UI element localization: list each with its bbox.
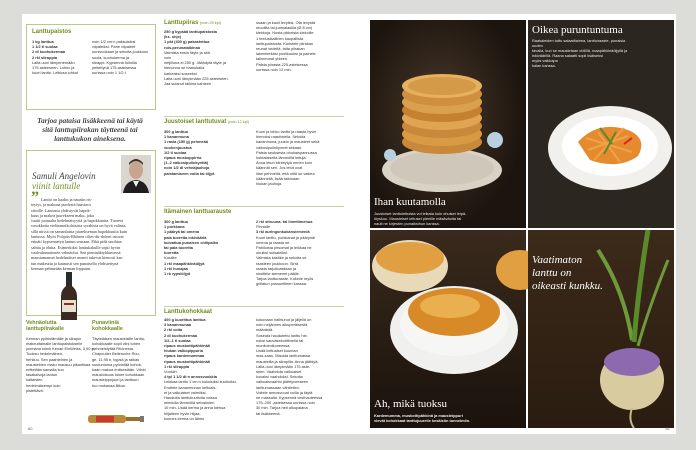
wine-text-line: pehmeistytää Rhônesta. bbox=[92, 346, 134, 352]
wine-1-text bbox=[26, 335, 95, 393]
turnip-photo bbox=[528, 230, 674, 428]
caption-line: kalan kanssa. bbox=[532, 63, 556, 68]
ingredient-line: 1 rkl hunajaa bbox=[164, 265, 188, 271]
ingredient-line: 1 pkt (400 g) pakastettua bbox=[164, 39, 210, 45]
beer-bottle-icon bbox=[88, 410, 144, 424]
souffle-caption-text bbox=[374, 413, 524, 423]
ingredient-line: 1 kananmuna bbox=[164, 134, 189, 140]
instruction-line: kovaksi vaahdoksi. Sekoita bbox=[256, 374, 303, 380]
wine-title-line: kohokkaalle bbox=[92, 326, 123, 333]
instruction-line: 175 asteeseen. Lohko ja bbox=[32, 65, 75, 71]
instruction-line: Laita uuni lämpimään 175 aste- bbox=[256, 363, 311, 369]
instruction-line: et ja valkuaiset valmiiksi. bbox=[164, 389, 207, 395]
instruction-line: voin bbox=[164, 55, 172, 61]
ingredient-line: 1/2 tl suolaa bbox=[164, 149, 187, 155]
instruction-line: Paista seoksesta ohukaispannussa bbox=[256, 149, 317, 155]
pancake-caption-text bbox=[374, 211, 524, 226]
instruction-line: Tarjoa lantturaaste. Kokeile myös bbox=[256, 276, 314, 282]
expert-text-line: vasokkeita etelärannikolaisista syrahista on hyvä valinta, bbox=[31, 223, 127, 229]
quote-mark-icon: ” bbox=[31, 189, 39, 206]
instruction-line: grillatun possunfileen kanssa. bbox=[256, 281, 308, 287]
ingredient-line: 1 kg lanttua bbox=[32, 39, 54, 44]
wine-bottle-icon bbox=[60, 272, 78, 320]
instruction-line: netjillona ei 250 g. Jäähdytä täyte ja bbox=[164, 60, 226, 66]
ingredient-line: 1 rasia (150 g) pehmeää bbox=[164, 139, 208, 145]
expert-portrait bbox=[121, 155, 151, 193]
page-number-right: 81 bbox=[665, 426, 670, 431]
ingredient-line: vuohenjuustoa bbox=[164, 144, 192, 150]
instruction-line: Soseuta haudutettu lanttu hie- bbox=[256, 332, 308, 338]
recipe-portion: (noin 12 kpl) bbox=[228, 120, 249, 124]
ingredient-line: paistamiseen voita tai öljyä bbox=[164, 170, 215, 176]
caption-line: Raakaleiden tuttu salaattiainea, lanttuiraaste, punaisia bbox=[532, 38, 626, 43]
expert-text-line: vaatii juomalta hedelmäisyyttä ja hapokkuutta. Tuoreet bbox=[31, 218, 124, 224]
wine-2 bbox=[92, 320, 154, 388]
kohokkaat-title: Lanttukohokkaat bbox=[164, 309, 213, 315]
wine-text-line: juomana toimii Kenari EinWeiss, 3,00 e. bbox=[26, 346, 95, 352]
instruction-line: siroittele siemenet päälle. bbox=[256, 271, 300, 277]
left-page bbox=[22, 14, 348, 434]
expert-text-line: erinäti kypsennetyn lantun seuraan. Eikä pidä unohtaa bbox=[31, 239, 122, 245]
turnip-illustration bbox=[528, 230, 674, 428]
instruction-line: uunissa noin 1 1/2 t. bbox=[92, 70, 127, 76]
ingredient-line: 1 rkl siirappia bbox=[164, 363, 190, 369]
ingredient-line: 3 rkl auringonkukansiemeniä bbox=[256, 229, 310, 235]
instruction-line: seen. Vaahdota valkuaiset bbox=[256, 369, 302, 375]
wine-text-line: erittelään samalla kun bbox=[26, 367, 64, 373]
expert-text bbox=[31, 197, 151, 271]
wine-title-line: lanttupiirakalle bbox=[26, 326, 65, 333]
wine-text-line: maustoisuus tukee kohokkaan bbox=[92, 372, 145, 378]
lanttupaistos-title: Lanttupaistos bbox=[32, 29, 72, 35]
lanttupiiras-col1 bbox=[164, 29, 250, 86]
quote-line: lanttukukon aineksena. bbox=[54, 134, 126, 143]
instruction-line: osaan ja kauli levyiksi. Ota levystä bbox=[256, 20, 316, 25]
ingredient-line: 300 g lanttua bbox=[164, 129, 188, 134]
instruction-line: kohtalaisella lämmöllä lettuja. bbox=[256, 155, 307, 161]
instruction-line: kuori lanttu. Leikkaa lohkot bbox=[32, 70, 79, 76]
instruction-line: uunivuokaan ja sekoita joukkoon bbox=[92, 49, 149, 55]
wine-text-line: suutuntuma pyöristää kohok- bbox=[92, 361, 142, 367]
lanttupiiras-col2 bbox=[256, 20, 344, 72]
instruction-line: Laita uuni lämpenemään bbox=[32, 59, 75, 65]
recipe-title-text: Juustoiset lanttutuvat bbox=[164, 119, 227, 125]
caption-line: Juustoiset lanttulettuista voi leikata kuin ohuiset leipä- bbox=[374, 211, 467, 216]
instruction-line: Leikkaa lanttu 1 cm:n kokoisiksi kuutioiksi. bbox=[164, 379, 237, 385]
souffle-photo bbox=[370, 230, 526, 428]
instruction-line: Lisää keltuaiset kuuman bbox=[256, 348, 298, 354]
instruction-line: lanttupaistosta. Koristele piirakan bbox=[256, 40, 314, 46]
instruction-line: ne massalla. Kypsennä vesihauteessa bbox=[256, 395, 323, 401]
instruction-line: valkosipulinkynnet sekaan. bbox=[256, 144, 303, 150]
instruction-line: valkuaisvaahto jäähtyneeseen bbox=[256, 379, 309, 385]
instruction-line: lakenteekäsi puolikuuksi ja painele bbox=[256, 51, 316, 57]
instruction-line: Anna letun kiinteytyä ennen kuin bbox=[256, 160, 313, 166]
expert-text-line: sillä niissä on samanlaista juurekseman hapokkuutta kuin bbox=[31, 228, 128, 234]
ingredient-line: (1–2 valkosipulinkynttä) bbox=[164, 160, 209, 166]
instruction-line: 175–200 -asteisessa uunissa noin bbox=[256, 400, 315, 406]
instruction-line: uunissa noin 12 min. bbox=[256, 66, 292, 72]
ingredient-line: 2 rkl siirappia bbox=[32, 54, 58, 60]
ingredient-line: (ks. ohje) bbox=[164, 34, 182, 40]
instruction-line: liian pehmeitä, että niitä on vaikea bbox=[256, 170, 315, 176]
instruction-line: mausteilla ja siirapilla. Anna jäähtyä. bbox=[256, 358, 319, 364]
instruction-line: 1 teelusikallinen kaupallista bbox=[256, 35, 304, 41]
instruction-line: peitettynä 175-asteisessa bbox=[92, 65, 137, 71]
ingredient-line: 1 1/2 tl suolaa bbox=[32, 44, 58, 50]
ingredient-line: 1 rk rypsiöljyä bbox=[164, 271, 191, 277]
expert-text-line: sahtia ja olutta. Esimerkiksi lanttukakulle sopii hyvin bbox=[31, 244, 121, 250]
pancake-caption-title: Ihan kuutamolla bbox=[374, 196, 446, 208]
instruction-line: noin 1/2 cm:n paksuisiksi bbox=[92, 39, 136, 44]
expert-text-line: kerman pehmeään kerman loppuun. bbox=[31, 265, 91, 271]
wine-text-line: Kerman pyöristämälle ja siirapin bbox=[26, 335, 82, 341]
caption-line: inkiväärillä. Raana salaatti sopii lisäiseksi bbox=[532, 53, 603, 58]
pancake-photo bbox=[370, 20, 526, 228]
instruction-line: raasta tarjoiluastiaan ja bbox=[256, 265, 297, 271]
instruction-line: kokonaan haihtunut ja jäljellä on bbox=[256, 317, 312, 322]
caption-line: nauti ne kirjesten punaiksihun kanssa. bbox=[374, 221, 440, 226]
instruction-line: hienonna se haarukalla bbox=[164, 65, 205, 71]
caption-line: myös vaikkapa bbox=[532, 58, 558, 63]
juustoiset-recipe bbox=[164, 116, 344, 187]
expert-name: Samuli Angelovin bbox=[32, 171, 96, 181]
wine-text-line: kaltaisten bbox=[26, 377, 43, 383]
itamainen-title: Itämainen lanttuarauste bbox=[164, 209, 232, 215]
instruction-line: 10 min. Lisää kerma ja anna kiehua bbox=[164, 405, 226, 411]
instruction-line: viipaleiksi. Pane viipaleet bbox=[92, 44, 136, 50]
recipe-title-text: Lanttupiiras bbox=[164, 20, 199, 26]
ingredient-line: 2 rkl voita bbox=[164, 327, 183, 333]
ingredient-line: ripaus muskottipähkinää bbox=[164, 343, 210, 349]
instruction-line: karkeaksi soseeksi. bbox=[164, 70, 198, 76]
expert-text-line: viinille. Lantussa yhdistyvät hapok- bbox=[31, 207, 92, 213]
ingredient-line: 1/2–1 tl suolaa bbox=[164, 337, 191, 343]
juustoiset-title bbox=[164, 119, 344, 125]
ingredient-line: 1 porkkana bbox=[164, 224, 185, 230]
wine-expert-box bbox=[26, 150, 156, 316]
juustoiset-col1 bbox=[164, 129, 250, 176]
wine-1 bbox=[26, 320, 95, 393]
salad-illustration bbox=[528, 20, 674, 228]
lanttupiiras-recipe bbox=[164, 20, 344, 87]
ingredient-line: 250 g kypsää lanttupaistosta bbox=[164, 29, 217, 34]
expert-text-line: teytys, ja makuna puolestä haastava bbox=[31, 202, 91, 208]
instruction-line: Laita uuni lämpimään 225 asteeseen. bbox=[164, 75, 229, 81]
ingredient-line: 4 tpl 1 1/2 dl:n annosvuokkia bbox=[164, 374, 217, 380]
instruction-line: muotilla tai juomalasilla (Ø 8 cm) bbox=[256, 25, 313, 31]
expert-heading bbox=[32, 171, 96, 191]
expert-text-line: vaaleahanuttonen vehnäolut. Sen pieninäkiykkimessä bbox=[31, 249, 121, 255]
expert-text-line: tun makeutta ja kaunusti sen punaisella yhdistettynä bbox=[31, 260, 119, 266]
instruction-line: Erottele kananmunan keltuais- bbox=[164, 384, 217, 390]
instruction-line: Voitele annosvuoat voilla ja täytä bbox=[256, 389, 313, 395]
instruction-line: lanttumassaan vähitellen. bbox=[256, 384, 300, 390]
lanttupaistos-box bbox=[26, 24, 156, 110]
instruction-line: kunnes kerma on lähes bbox=[164, 415, 205, 421]
instruction-line: talinreunat yhteen. bbox=[256, 56, 289, 62]
ingredient-line: ripaus muskottipähkinää bbox=[164, 358, 210, 364]
juustoiset-col2 bbox=[256, 129, 344, 186]
wine-text-line: Chapoutier Belleruche Rou- bbox=[92, 351, 141, 357]
instruction-line: käännellä, lisää taikinaan bbox=[256, 175, 300, 181]
lanttupaistos-col1 bbox=[32, 39, 90, 75]
ingredient-line: 2 dl kuohukermaa bbox=[32, 49, 66, 55]
instruction-line: Pahiloista pirsomat ja leikkaa ne bbox=[256, 245, 312, 251]
instruction-line: monitoimikoneessa. bbox=[256, 343, 291, 349]
expert-tagline: viinit lantulle bbox=[32, 181, 81, 191]
instruction-line: kananmuna, juusto ja mausteet sekä bbox=[256, 139, 320, 145]
caption-line: Kardemumma, muskottipähkinä ja mausteippuri bbox=[374, 413, 463, 418]
instruction-line: kiekkoja. Nosta pikkeista kiekoille bbox=[256, 30, 314, 36]
instruction-line: noin neljännes alkuperäisestä bbox=[256, 322, 308, 328]
ingredient-line: pala tuoretta inkivääriä bbox=[164, 234, 207, 240]
wine-text-line: mausteippojuuri ja lanttuun bbox=[92, 377, 139, 383]
instruction-line: siirappi. Kypsennä folioilla bbox=[92, 59, 137, 65]
kohokkaat-recipe bbox=[164, 306, 344, 421]
ingredient-line: noin 1/2 dl vehnäjauhoja bbox=[164, 165, 210, 171]
wine-text-line: kohokkaalle sopii viini tuhen bbox=[92, 341, 141, 347]
caption-line: löyskuu. Mausteiset lettuset pienille mäsäväoita tai bbox=[374, 216, 462, 221]
instruction-line: 30 min. Tarjoa heti alkupalana bbox=[256, 405, 308, 411]
page-number-left: 80 bbox=[28, 426, 33, 431]
instruction-line: raasteen joukkoon. Sirrä bbox=[256, 260, 299, 266]
ingredient-line: 400 g kuorittua lanttua bbox=[164, 317, 206, 322]
instruction-line: noksi sauvasekoittimella tai bbox=[256, 337, 304, 343]
instruction-line: Kuori ja lohko lanttu ja raasta hyvin bbox=[256, 129, 317, 134]
kohokkaat-col2 bbox=[256, 317, 344, 416]
quote-line: sitä lanttupiirakan täytteenä tai bbox=[42, 125, 138, 134]
ingredient-line: 1 pääryä tai omena bbox=[164, 229, 200, 235]
expert-text-line: maustamanset hedelmäiset aromit tukevat hienosti kas- bbox=[31, 255, 124, 261]
ingredient-line: ruis-perunataikinaa bbox=[164, 44, 200, 50]
pull-quote bbox=[24, 116, 156, 143]
salad-photo bbox=[528, 20, 674, 228]
wine-text-line: pistettävä. bbox=[26, 387, 44, 393]
instruction-line: tai lisäkkeenä. bbox=[256, 410, 281, 416]
wine-title-line: Vehnäolutta bbox=[26, 320, 57, 326]
wine-text-line: Täyteläisen mausteisille lanttu- bbox=[92, 335, 146, 341]
salad-caption-title: Oikea puruntuntuma bbox=[532, 24, 623, 36]
instruction-line: Jaa sulanut taikina kahteen bbox=[164, 81, 212, 87]
wine-text-line: kaan makua entisestään. Viinin bbox=[92, 367, 146, 373]
souffle-caption-title: Ah, mikä tuoksu bbox=[374, 398, 448, 410]
caption-line: uuden bbox=[532, 43, 543, 48]
instruction-line: hiukan jauhoja. bbox=[256, 181, 283, 187]
ingredient-line: kuivattua punaisen chilipalko bbox=[164, 239, 219, 245]
itamainen-col2 bbox=[256, 219, 344, 287]
wine-2-title bbox=[92, 320, 154, 333]
subheading-line: Vuokiin bbox=[164, 369, 177, 375]
ingredient-line: ripaus kardemummaa bbox=[164, 353, 205, 359]
instruction-line: Kuori lanttu, porkkanat ja päärynä/ bbox=[256, 234, 316, 240]
ingredient-line: hiukan valkopippuria bbox=[164, 348, 203, 354]
caption-line: Vaatimaton bbox=[532, 254, 583, 266]
instruction-line: Valmista ensin täyte ja sitä bbox=[164, 49, 210, 55]
wine-text-line: tasakalvoja lantun bbox=[26, 372, 58, 378]
ingredient-line: tai pala tuoretta bbox=[164, 245, 193, 251]
right-page bbox=[348, 14, 676, 434]
caption-line: oikeasti kunkku. bbox=[532, 280, 603, 292]
wine-text-line: Tuoksu hedelmäinen, bbox=[26, 351, 64, 357]
ingredient-line: 2 dl kuohukermaa bbox=[164, 332, 198, 338]
instruction-line: Paista piirasta 225-asteisessa bbox=[256, 61, 308, 67]
instruction-line: määrästä. bbox=[256, 327, 274, 333]
instruction-line: mas-saan. Mausta lanttumassa bbox=[256, 353, 311, 359]
instruction-line: reunat vedellä, taita piirakan bbox=[256, 46, 305, 52]
kohokkaat-col1 bbox=[164, 317, 250, 421]
wine-text-line: mausteinen maku mausuu pikantisaa bbox=[26, 361, 91, 367]
ingredient-line: 3 kananmunaa bbox=[164, 322, 192, 328]
subheading-line: Pinnalle bbox=[256, 224, 270, 230]
expert-text-line: kuus ja makea juurekseen maku, joka bbox=[31, 212, 94, 218]
expert-text-line: lantussa. Myös Pohjois-Rhônen côtes-du-rhônet istuvat bbox=[31, 234, 124, 240]
wine-title-line: Punaviiniä bbox=[92, 320, 119, 326]
lanttupaistos-col2 bbox=[92, 39, 152, 75]
caption-line: tavalla, kun se maustetaan chilillä, maapähkinäöljyllä ja bbox=[532, 48, 628, 53]
itamainen-col1 bbox=[164, 219, 250, 276]
ingredient-line: ripaus muskoppirria bbox=[164, 155, 202, 161]
wine-text-line: hedelmäisempi kuin bbox=[26, 382, 61, 388]
wine-text-line: hehkuu. Sen paahteinen ja bbox=[26, 356, 73, 362]
wine-1-title bbox=[26, 320, 86, 333]
instruction-line: hienoksi raastimella. Sekoita bbox=[256, 134, 306, 140]
expert-text-line: Lantto on kaalin ja nauriin ris- bbox=[41, 197, 93, 202]
itamainen-recipe bbox=[164, 206, 344, 287]
wine-2-text bbox=[92, 336, 154, 388]
quote-line: Tarjoa pataisa lisäkkeenä tai käytä bbox=[37, 116, 143, 125]
instruction-line: Valmista kastike ja sekoita se bbox=[256, 255, 307, 261]
instruction-line: omena ja raasta ne. bbox=[256, 239, 291, 245]
wine-text-line: ge, 11,95 e, kypsä ja raikas bbox=[92, 356, 140, 362]
instruction-line: ohuiksi suikaleiksi. bbox=[256, 250, 289, 256]
caption-line: lanttu on bbox=[532, 267, 572, 279]
ingredient-line: 1 rkl maapähkinäöljyä bbox=[164, 260, 205, 266]
caption-line: vievät kohokkaat lanttujuurelle kesäisiin tunnelmiin. bbox=[374, 418, 471, 423]
ingredient-line: tuoretta bbox=[164, 250, 179, 256]
instruction-line: suola, kuohukerma ja bbox=[92, 54, 129, 60]
ingredient-line: 300 g lanttua bbox=[164, 219, 188, 224]
recipe-portion: (noin 25 kpl) bbox=[200, 21, 221, 25]
wine-text-line: makeuttamalle lanttupaistokselle bbox=[26, 341, 83, 347]
instruction-line: hiljalleen hyvin hiljaa, bbox=[164, 410, 201, 416]
subheading-line: Kastike bbox=[164, 255, 177, 261]
instruction-line: Haudutta lanttukuutioita voissa bbox=[164, 395, 217, 401]
instruction-line: miedolla lämmöllä selosiinien bbox=[164, 400, 215, 406]
ingredient-line: 2 rkl sitruuna- tai limettimehua bbox=[256, 219, 313, 224]
wine-text-line: tuo mukanaa llittoa. bbox=[92, 382, 126, 388]
instruction-line: käännät sen. Jos letut ovat bbox=[256, 165, 303, 171]
